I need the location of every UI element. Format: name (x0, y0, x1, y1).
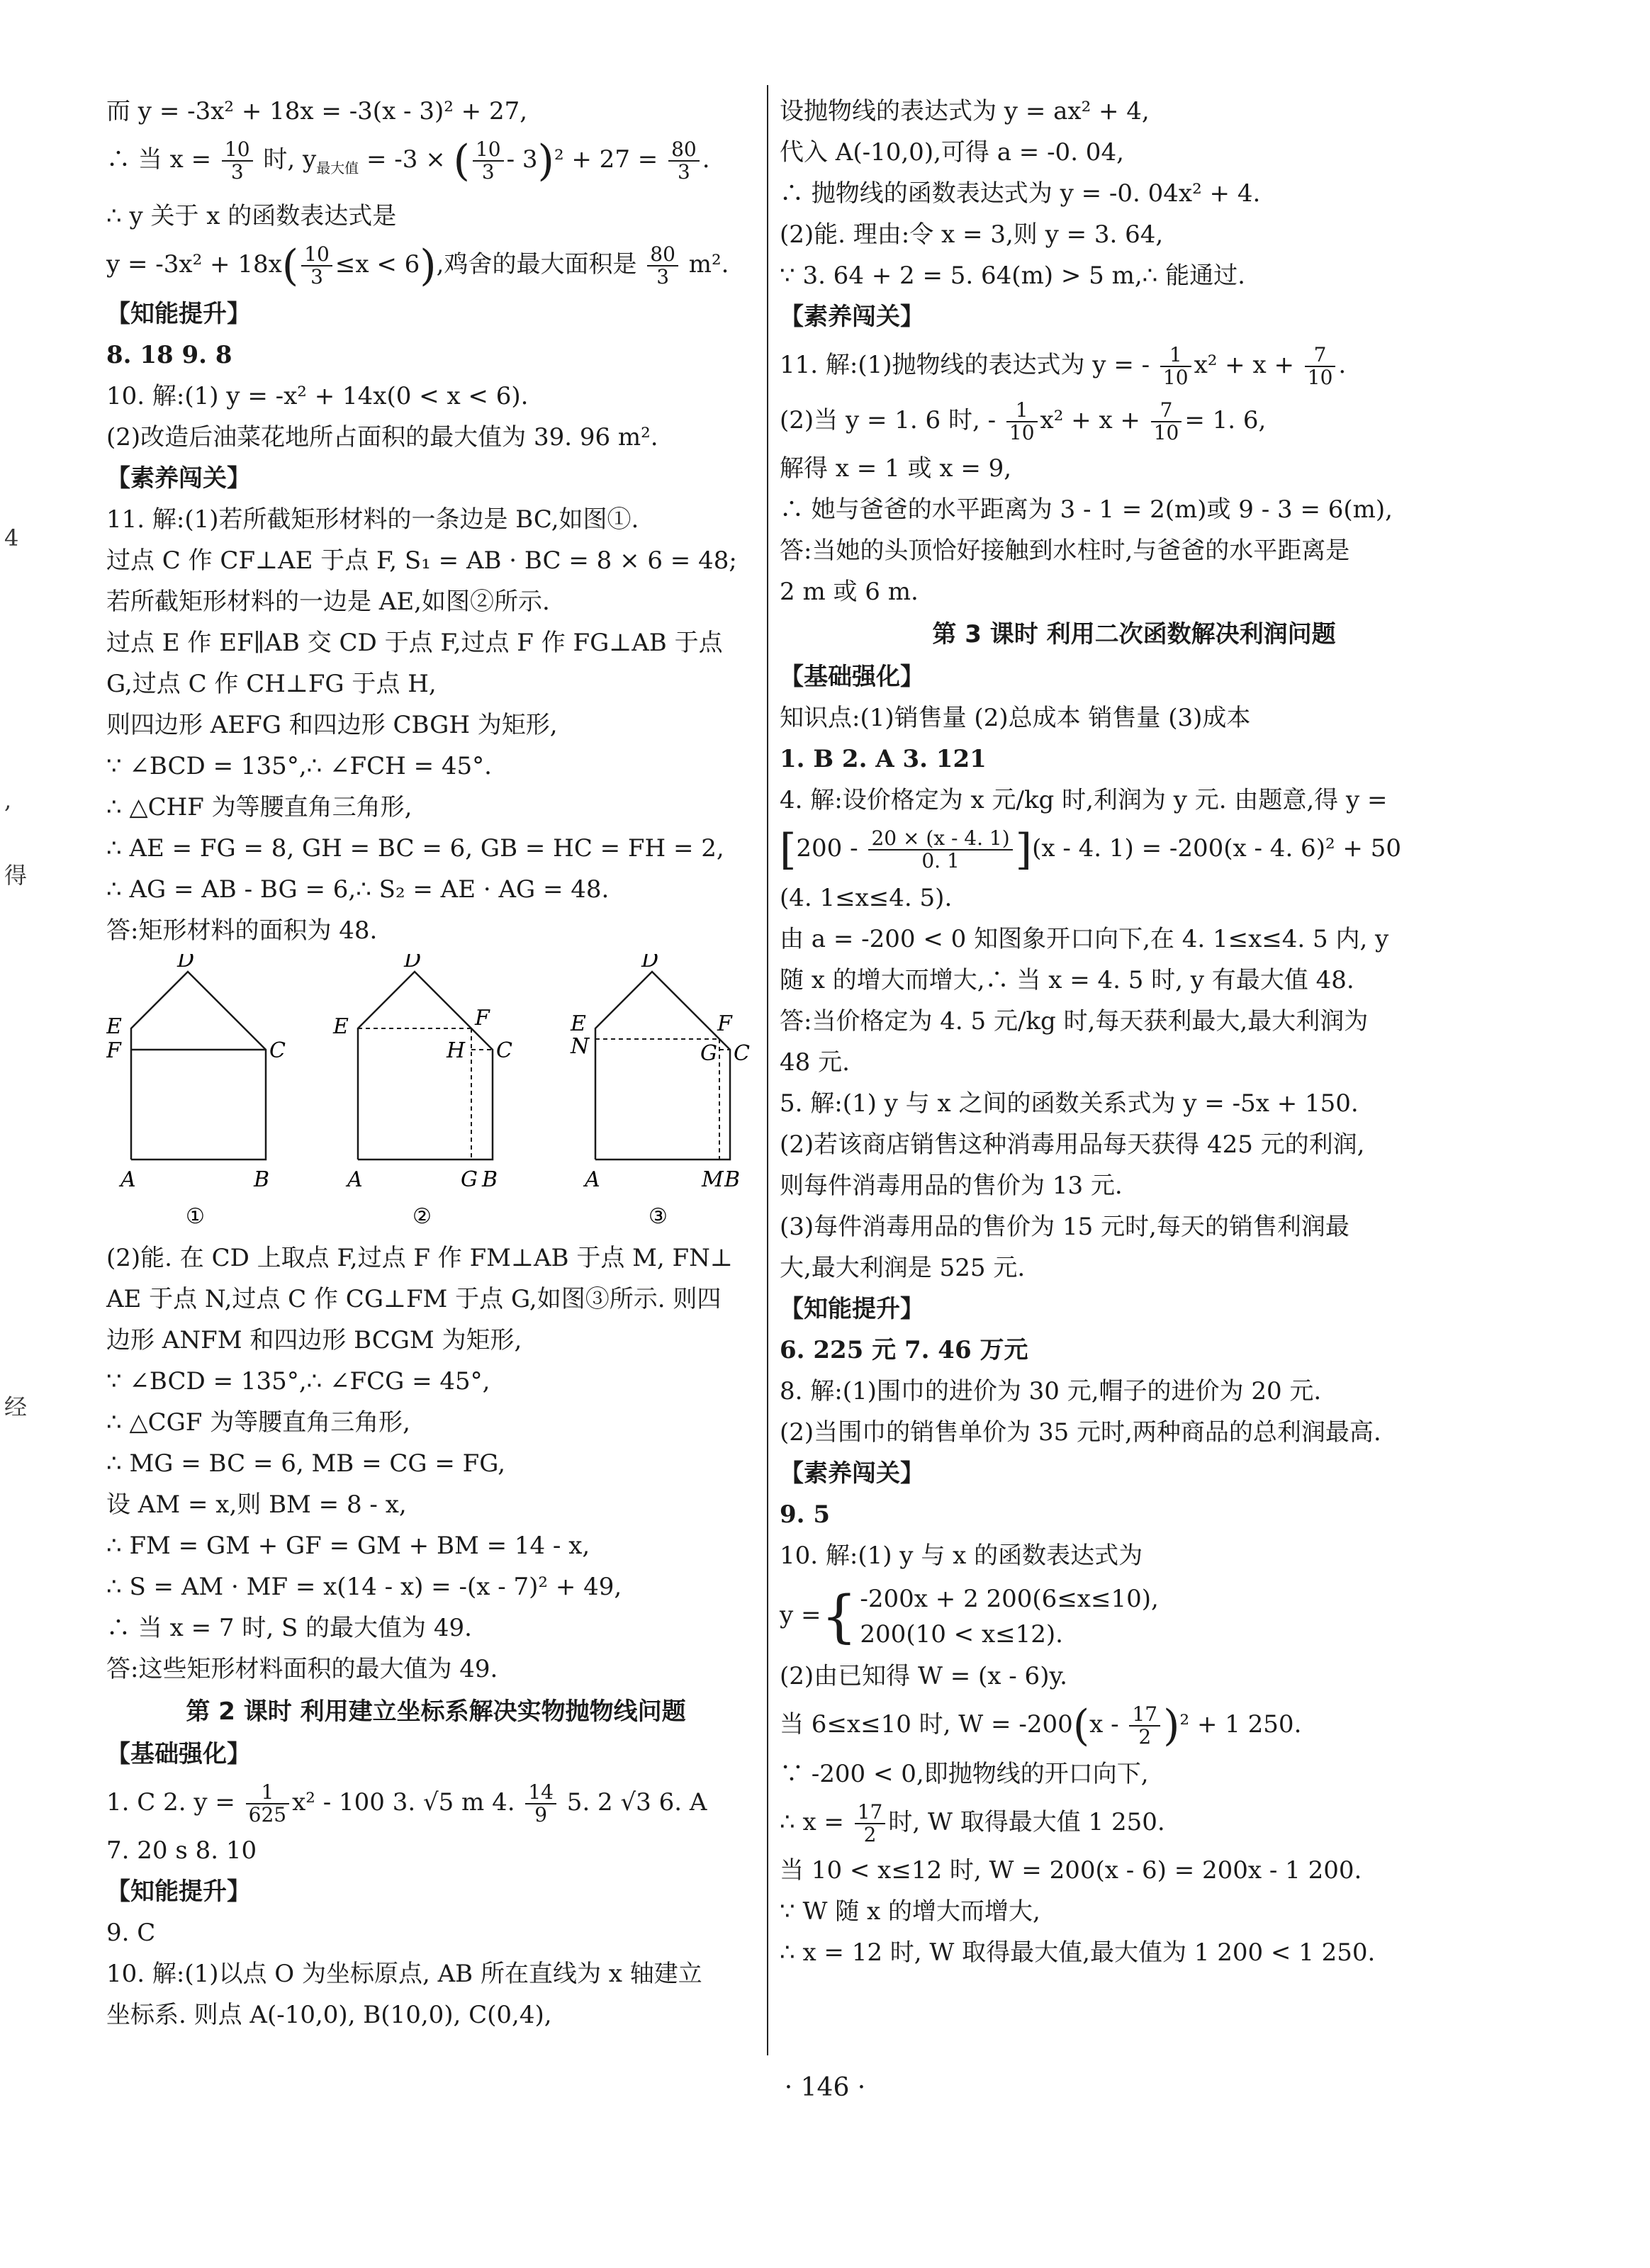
text-line: ∵ W 随 x 的增大而增大, (780, 1897, 1040, 1926)
figures-svg (106, 954, 765, 1237)
section-heading: 【知能提升】 (780, 1295, 924, 1323)
section-heading: 【知能提升】 (106, 1877, 251, 1906)
fig1-label-d: D (177, 953, 195, 972)
text-line: ∵ ∠BCD = 135°,∴ ∠FCH = 45°. (106, 751, 492, 780)
fig2-label-c: C (496, 1038, 512, 1063)
margin-fragment: , (4, 787, 12, 814)
lesson-title: 第 2 课时 利用建立坐标系解决实物抛物线问题 (186, 1697, 686, 1726)
text-line: 由 a = -200 < 0 知图象开口向下,在 4. 1≤x≤4. 5 内, y (780, 925, 1389, 953)
fraction: $\frac{7}{10}$ (1151, 400, 1182, 444)
text-line: (4. 1≤x≤4. 5). (780, 884, 953, 912)
fig3-label-e: E (571, 1011, 586, 1036)
right-column (780, 91, 1488, 1973)
text-line: 知识点:(1)销售量 (2)总成本 销售量 (3)成本 (780, 704, 1251, 732)
section-heading: 【知能提升】 (106, 299, 251, 328)
fig1-label-f: F (106, 1038, 121, 1063)
section-heading: 【基础强化】 (780, 663, 924, 691)
text-line: 48 元. (780, 1048, 850, 1077)
text-line: 答:当价格定为 4. 5 元/kg 时,每天获利最大,最大利润为 (780, 1007, 1369, 1035)
text-line: 2 m 或 6 m. (780, 578, 919, 606)
text-line: y = -3x² + 18x( $\frac{10}{3}$ ≤x < 6),鸡舍的最大面积是 $\frac{80}{3}$ m². (106, 240, 729, 291)
text-line: (2)能. 理由:令 x = 3,则 y = 3. 64, (780, 220, 1164, 249)
text-line: G,过点 C 作 CH⊥FG 于点 H, (106, 669, 437, 698)
text-line: (3)每件消毒用品的售价为 15 元时,每天的销售利润最 (780, 1213, 1349, 1241)
fig2-caption: ② (412, 1203, 432, 1229)
text-line: ∴ AE = FG = 8, GH = BC = 6, GB = HC = FH = 2, (106, 833, 724, 863)
text-line: 设 AM = x,则 BM = 8 - x, (106, 1490, 407, 1519)
text-line: ∵ 3. 64 + 2 = 5. 64(m) > 5 m,∴ 能通过. (780, 262, 1245, 290)
text-line: 当 10 < x≤12 时, W = 200(x - 6) = 200x - 1 200. (780, 1856, 1362, 1885)
text-line: 9. C (106, 1918, 156, 1947)
text-line: AE 于点 N,过点 C 作 CG⊥FM 于点 G,如图③所示. 则四 (106, 1284, 722, 1313)
fig3-label-c: C (734, 1040, 750, 1066)
fraction: $\frac{10}{3}$ (301, 244, 332, 288)
text-line: ∴ △CGF 为等腰直角三角形, (106, 1408, 410, 1437)
text-line: ∴ y 关于 x 的函数表达式是 (106, 201, 397, 230)
text-line: 答:当她的头顶恰好接触到水柱时,与爸爸的水平距离是 (780, 537, 1350, 565)
text-line: (2)当围巾的销售单价为 35 元时,两种商品的总利润最高. (780, 1418, 1381, 1447)
text-line: ∴ 她与爸爸的水平距离为 3 - 1 = 2(m)或 9 - 3 = 6(m), (780, 495, 1393, 524)
text-line: 8. 解:(1)围巾的进价为 30 元,帽子的进价为 20 元. (780, 1377, 1322, 1405)
text-line: [200 - $\frac{20 \times (x - 4. 1)}{0. 1}$ ](x - 4. 1) = -200(x - 4. 6)² + 50 (780, 825, 1401, 875)
fig2-outline (358, 972, 493, 1160)
text-line: ∴ 抛物线的函数表达式为 y = -0. 04x² + 4. (780, 179, 1261, 208)
text-line: 答:这些矩形材料面积的最大值为 49. (106, 1654, 498, 1683)
text-line: 8. 18 9. 8 (106, 340, 232, 369)
text-line: 6. 225 元 7. 46 万元 (780, 1336, 1028, 1364)
fig3-label-f: F (717, 1011, 732, 1036)
fraction: $\frac{80}{3}$ (668, 139, 700, 183)
text-line: (2)若该商店销售这种消毒用品每天获得 425 元的利润, (780, 1130, 1365, 1159)
text-line: 10. 解:(1) y 与 x 的函数表达式为 (780, 1542, 1143, 1570)
text-line: ∴ 当 x = 7 时, S 的最大值为 49. (106, 1613, 472, 1642)
text-line: 10. 解:(1)以点 O 为坐标原点, AB 所在直线为 x 轴建立 (106, 1959, 702, 1988)
section-heading: 【素养闯关】 (780, 1459, 924, 1488)
text-line: ∴ FM = GM + GF = GM + BM = 14 - x, (106, 1531, 590, 1560)
text-line: ∵ -200 < 0,即抛物线的开口向下, (780, 1760, 1149, 1788)
fig3-label-a: A (585, 1167, 600, 1192)
fig1-label-c: C (269, 1038, 286, 1063)
fraction: $\frac{10}{3}$ (473, 139, 504, 183)
geometry-figures (106, 954, 765, 1237)
section-heading: 【基础强化】 (106, 1739, 251, 1768)
figure-1 (131, 972, 266, 1160)
text-line: 若所截矩形材料的一边是 AE,如图②所示. (106, 587, 550, 616)
section-heading: 【素养闯关】 (106, 464, 251, 493)
fraction: $\frac{80}{3}$ (647, 244, 678, 288)
text-line: 11. 解:(1)若所截矩形材料的一条边是 BC,如图①. (106, 505, 639, 534)
section-heading: 【素养闯关】 (780, 303, 924, 331)
fig2-label-h: H (447, 1038, 466, 1063)
text-line: ∴ S = AM · MF = x(14 - x) = -(x - 7)² + 49, (106, 1572, 622, 1601)
fraction: $\frac{10}{3}$ (222, 139, 253, 183)
fig1-outline (131, 972, 266, 1160)
fig2-label-a: A (347, 1167, 363, 1192)
fig3-label-n: N (571, 1033, 590, 1059)
text-line: (2)改造后油菜花地所占面积的最大值为 39. 96 m². (106, 422, 658, 451)
fig1-label-b: B (254, 1167, 270, 1192)
margin-fragment: 得 (4, 862, 28, 889)
text-line: 解得 x = 1 或 x = 9, (780, 454, 1012, 483)
text-line: ∴ x = 12 时, W 取得最大值,最大值为 1 200 < 1 250. (780, 1938, 1376, 1967)
fig3-label-d: D (641, 953, 659, 972)
fig2-label-b: B (482, 1167, 498, 1192)
text-line: (2)当 y = 1. 6 时, - $\frac{1}{10}$ x² + x + $\frac{7}{10}$ = 1. 6, (780, 398, 1267, 444)
fraction: $\frac{7}{10}$ (1305, 344, 1336, 388)
text-line: 9. 5 (780, 1500, 830, 1529)
fraction: $\frac{14}{9}$ (525, 1782, 556, 1826)
text-line: 则每件消毒用品的售价为 13 元. (780, 1172, 1123, 1200)
text-line: ∴ MG = BC = 6, MB = CG = FG, (106, 1449, 506, 1478)
text-line: 坐标系. 则点 A(-10,0), B(10,0), C(0,4), (106, 2000, 552, 2029)
text-line: 1. C 2. y = $\frac{1}{625}$ x² - 100 3. √5 m 4. $\frac{14}{9}$ 5. 2 √3 6. A (106, 1780, 707, 1826)
fig3-label-g: G (700, 1040, 717, 1066)
text-line: 答:矩形材料的面积为 48. (106, 916, 378, 945)
text-line: 设抛物线的表达式为 y = ax² + 4, (780, 97, 1150, 125)
text-line: 边形 ANFM 和四边形 BCGM 为矩形, (106, 1325, 522, 1354)
text-line: (2)由已知得 W = (x - 6)y. (780, 1662, 1067, 1690)
fig1-label-a: A (120, 1167, 136, 1192)
fig3-label-m: M (702, 1167, 724, 1192)
fig2-label-f: F (475, 1005, 490, 1031)
text-line: 代入 A(-10,0),可得 a = -0. 04, (780, 138, 1124, 167)
text-line: 当 6≤x≤10 时, W = -200(x - $\frac{17}{2}$ )² + 1 250. (780, 1701, 1302, 1751)
figure-2 (358, 972, 493, 1160)
fraction: $\frac{1}{10}$ (1006, 400, 1038, 444)
text-line: 大,最大利润是 525 元. (780, 1254, 1026, 1282)
fig2-label-d: D (404, 953, 422, 972)
text-line: (2)能. 在 CD 上取点 F,过点 F 作 FM⊥AB 于点 M, FN⊥ (106, 1243, 733, 1272)
column-divider (767, 85, 768, 2055)
text-line: 过点 E 作 EF∥AB 交 CD 于点 F,过点 F 作 FG⊥AB 于点 (106, 628, 723, 657)
fraction: $\frac{17}{2}$ (1129, 1704, 1160, 1748)
text-line: 11. 解:(1)抛物线的表达式为 y = - $\frac{1}{10}$ x² + x + $\frac{7}{10}$ . (780, 343, 1347, 389)
text-line: 5. 解:(1) y 与 x 之间的函数关系式为 y = -5x + 150. (780, 1089, 1359, 1118)
margin-fragment: 4 (4, 524, 19, 551)
fraction: $\frac{1}{10}$ (1160, 344, 1191, 388)
fig3-label-b: B (724, 1167, 741, 1192)
fig1-caption: ① (186, 1203, 205, 1229)
text-line: ∴ 当 x = $\frac{10}{3}$ 时, $y_{最大值} = -3$ × ( $\frac{10}{3}$ - 3)² + 27 = $\frac{80}{3}$ . (106, 136, 710, 186)
text-line: 10. 解:(1) y = -x² + 14x(0 < x < 6). (106, 381, 529, 410)
text-line: ∵ ∠BCD = 135°,∴ ∠FCG = 45°, (106, 1366, 490, 1396)
fraction: $\frac{20 \times (x - 4. 1)}{0. 1}$ (868, 828, 1012, 872)
text-line: 而 y = -3x² + 18x = -3(x - 3)² + 27, (106, 97, 528, 125)
text-line: ∴ △CHF 为等腰直角三角形, (106, 792, 412, 821)
fraction: $\frac{17}{2}$ (855, 1802, 886, 1846)
margin-fragment: 经 (4, 1393, 28, 1420)
text-line: 1. B 2. A 3. 121 (780, 745, 987, 773)
text-line: 则四边形 AEFG 和四边形 CBGH 为矩形, (106, 710, 558, 739)
piecewise-function: y ={ -200x + 2 200(6≤x≤10), 200(10 < x≤12). (780, 1583, 1159, 1649)
text-line: ∴ AG = AB - BG = 6,∴ S₂ = AE · AG = 48. (106, 875, 610, 904)
text-line: ∴ x = $\frac{17}{2}$ 时, W 取得最大值 1 250. (780, 1800, 1165, 1846)
fig2-label-g: G (461, 1167, 478, 1192)
fig1-label-e: E (106, 1014, 122, 1039)
left-column (106, 91, 765, 2036)
lesson-title: 第 3 课时 利用二次函数解决利润问题 (932, 620, 1336, 649)
fig3-caption: ③ (649, 1203, 668, 1229)
page-number: · 146 · (784, 2073, 866, 2102)
fraction: $\frac{1}{625}$ (246, 1782, 289, 1826)
text-line: 4. 解:设价格定为 x 元/kg 时,利润为 y 元. 由题意,得 y = (780, 786, 1388, 814)
text-line: 过点 C 作 CF⊥AE 于点 F, S₁ = AB · BC = 8 × 6 = 48; (106, 546, 737, 575)
text-line: 7. 20 s 8. 10 (106, 1836, 257, 1865)
fig2-label-e: E (333, 1014, 349, 1039)
text-line: 随 x 的增大而增大,∴ 当 x = 4. 5 时, y 有最大值 48. (780, 966, 1354, 994)
